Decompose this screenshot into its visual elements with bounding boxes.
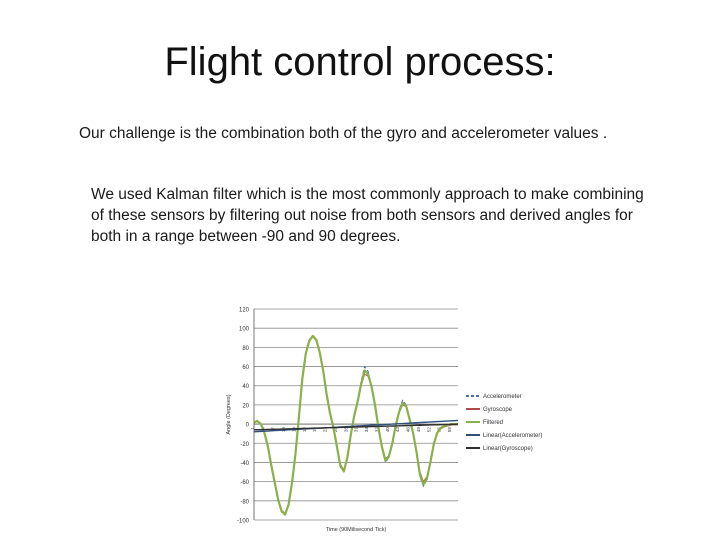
x-tick-label: 7 [270,427,276,430]
slide-title: Flight control process: [164,40,556,84]
y-tick-label: -80 [240,499,249,506]
x-tick-label: 13 [291,427,297,433]
y-tick-label: 20 [242,403,249,410]
legend-label: Filtered [483,420,504,427]
y-tick-label: 60 [242,365,249,372]
y-tick-label: -60 [240,480,249,487]
x-tick-label: 28 [343,427,349,433]
y-tick-label: 120 [238,307,249,314]
y-tick-label: -40 [240,460,249,467]
y-axis-label: Angle (Degrees) [226,394,232,435]
x-tick-label: 46 [405,427,411,433]
x-tick-label: 43 [395,427,401,433]
legend-label: Gyroscope [483,407,513,414]
x-tick-label: 16 [301,427,307,433]
x-tick-label: 49 [415,427,421,433]
y-tick-label: 80 [242,345,249,352]
y-tick-label: -100 [236,518,249,525]
x-tick-label: 34 [364,427,370,433]
x-tick-label: 25 [332,427,338,433]
paragraph-challenge: Our challenge is the combination both of the gyro and accelerometer values . [79,125,608,142]
x-tick-label: 37 [374,427,380,433]
paragraph-kalman: We used Kalman filter which is the most commonly approach to make combining of these sensors by filtering out noise from both sensors and derived angles for both in a range between -90 and 90 degrees. [91,186,644,245]
x-tick-label: 10 [281,427,287,433]
x-tick-label: 58 [447,427,453,433]
y-tick-label: -20 [240,441,249,448]
x-tick-label: 19 [312,427,318,433]
legend-label: Linear(Gyroscope) [483,446,533,453]
y-tick-label: 0 [245,422,249,429]
angle-chart-svg [218,300,563,536]
y-tick-label: 40 [242,384,249,391]
x-tick-label: 52 [426,427,432,433]
angle-chart [218,300,563,536]
x-axis-label: Time (90Milisecond Tick) [325,527,387,533]
legend-label: Linear(Accelerometer) [483,433,543,440]
x-tick-label: 1 [250,427,255,430]
legend-label: Accelerometer [483,394,522,401]
y-tick-label: 100 [238,326,249,333]
x-tick-label: 4 [260,427,266,430]
x-tick-label: 22 [322,427,328,433]
x-tick-label: 40 [384,427,390,433]
x-tick-label: 55 [436,427,442,433]
x-tick-label: 31 [353,427,359,433]
